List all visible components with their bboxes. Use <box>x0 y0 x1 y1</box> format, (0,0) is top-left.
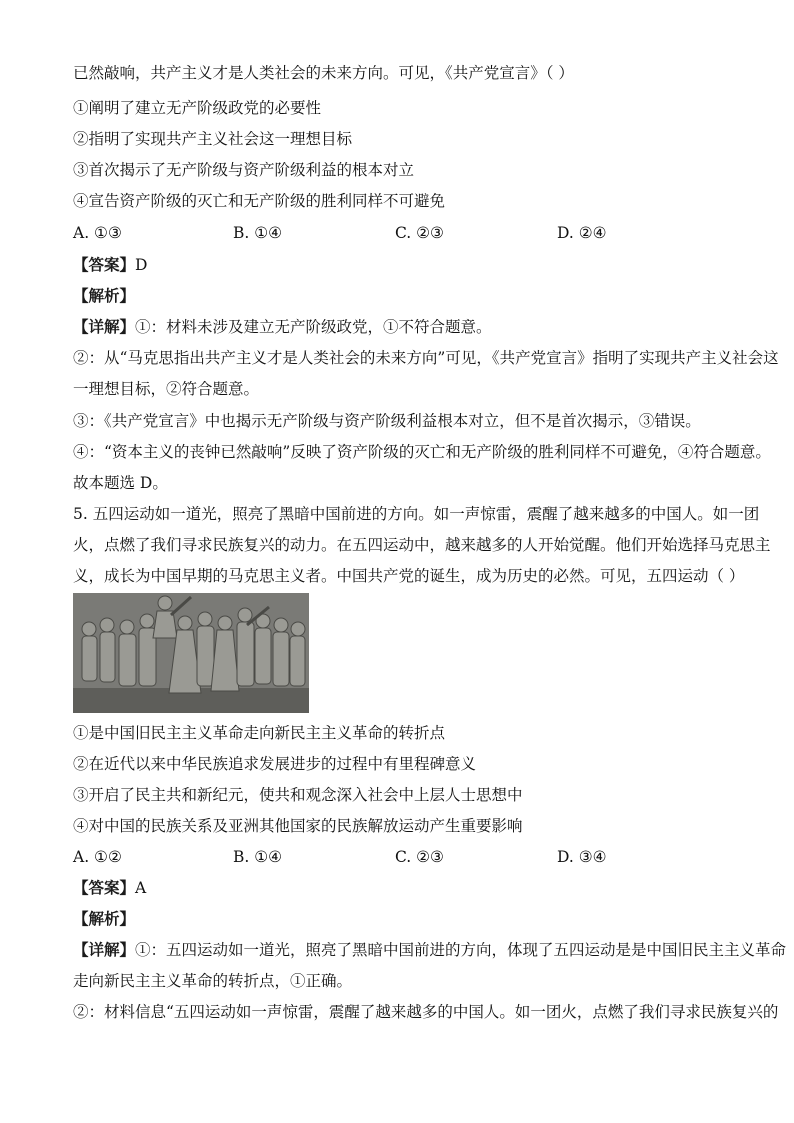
q5-statement-1: ①是中国旧民主主义革命走向新民主主义革命的转折点 <box>73 724 446 742</box>
q5-detail-1b: 走向新民主主义革命的转折点，①正确。 <box>73 972 353 990</box>
q4-detail-2b: 一理想目标，②符合题意。 <box>73 380 260 398</box>
q5-stem-2: 火，点燃了我们寻求民族复兴的动力。在五四运动中，越来越多的人开始觉醒。他们开始选择马克思主 <box>73 536 771 554</box>
q4-analysis-label: 【解析】 <box>73 286 136 305</box>
q5-analysis-label: 【解析】 <box>73 909 136 928</box>
q4-option-a: A. ①③ <box>73 224 122 242</box>
q5-detail-1a <box>73 939 787 961</box>
q4-conclusion: 故本题选 D。 <box>73 474 168 492</box>
q5-detail-2a: ②：材料信息“五四运动如一声惊雷，震醒了越来越多的中国人。如一团火，点燃了我们寻求民族复兴的 <box>73 1003 779 1021</box>
q4-detail-2a: ②：从“马克思指出共产主义才是人类社会的未来方向”可见，《共产党宣言》指明了实现共产主义社会这 <box>73 349 779 367</box>
q5-statement-4: ④对中国的民族关系及亚洲其他国家的民族解放运动产生重要影响 <box>73 817 523 835</box>
q5-stem-1: 5. 五四运动如一道光，照亮了黑暗中国前进的方向。如一声惊雷，震醒了越来越多的中国人。如一团 <box>73 505 760 523</box>
q5-statement-3: ③开启了民主共和新纪元，使共和观念深入社会中上层人士思想中 <box>73 786 523 804</box>
q4-stem-tail: 已然敲响，共产主义才是人类社会的未来方向。可见，《共产党宣言》（ ） <box>73 64 574 82</box>
q4-statement-4: ④宣告资产阶级的灭亡和无产阶级的胜利同样不可避免 <box>73 192 446 210</box>
q5-option-a: A. ①② <box>73 848 122 866</box>
q4-answer-tag: 【答案】 <box>73 255 136 274</box>
q5-analysis-tag <box>73 908 733 930</box>
q5-stem-3: 义，成长为中国早期的马克思主义者。中国共产党的诞生，成为历史的必然。可见，五四运动（ ） <box>73 567 745 585</box>
q5-option-c: C. ②③ <box>395 848 444 866</box>
q4-statement-2: ②指明了实现共产主义社会这一理想目标 <box>73 130 353 148</box>
may-fourth-relief-image <box>73 593 309 713</box>
q5-detail-tag: 【详解】 <box>73 940 136 959</box>
q5-option-d: D. ③④ <box>557 848 607 866</box>
q4-detail-4: ④：“资本主义的丧钟已然敲响”反映了资产阶级的灭亡和无产阶级的胜利同样不可避免，④符合题意。 <box>73 443 771 461</box>
q5-answer-value: A <box>135 879 147 897</box>
q4-answer <box>73 254 733 276</box>
q4-detail-1 <box>73 316 733 338</box>
q4-detail-1-text: ①：材料未涉及建立无产阶级政党，①不符合题意。 <box>135 318 492 336</box>
q4-detail-tag: 【详解】 <box>73 317 136 336</box>
q4-option-b: B. ①④ <box>233 224 283 242</box>
q4-analysis-tag <box>73 285 733 307</box>
q5-detail-1a-text: ①：五四运动如一道光，照亮了黑暗中国前进的方向，体现了五四运动是是中国旧民主主义革命 <box>135 941 787 959</box>
q5-answer <box>73 877 733 899</box>
q4-option-c: C. ②③ <box>395 224 444 242</box>
relief-sculpture-drawing <box>73 593 309 713</box>
q4-option-d: D. ②④ <box>557 224 607 242</box>
q4-answer-value: D <box>135 256 148 274</box>
q4-statement-3: ③首次揭示了无产阶级与资产阶级利益的根本对立 <box>73 161 415 179</box>
q5-statement-2: ②在近代以来中华民族追求发展进步的过程中有里程碑意义 <box>73 755 477 773</box>
q4-statement-1: ①阐明了建立无产阶级政党的必要性 <box>73 99 322 117</box>
q5-answer-tag: 【答案】 <box>73 878 136 897</box>
q5-option-b: B. ①④ <box>233 848 283 866</box>
q4-detail-3: ③：《共产党宣言》中也揭示无产阶级与资产阶级利益根本对立，但不是首次揭示，③错误。 <box>73 412 701 430</box>
